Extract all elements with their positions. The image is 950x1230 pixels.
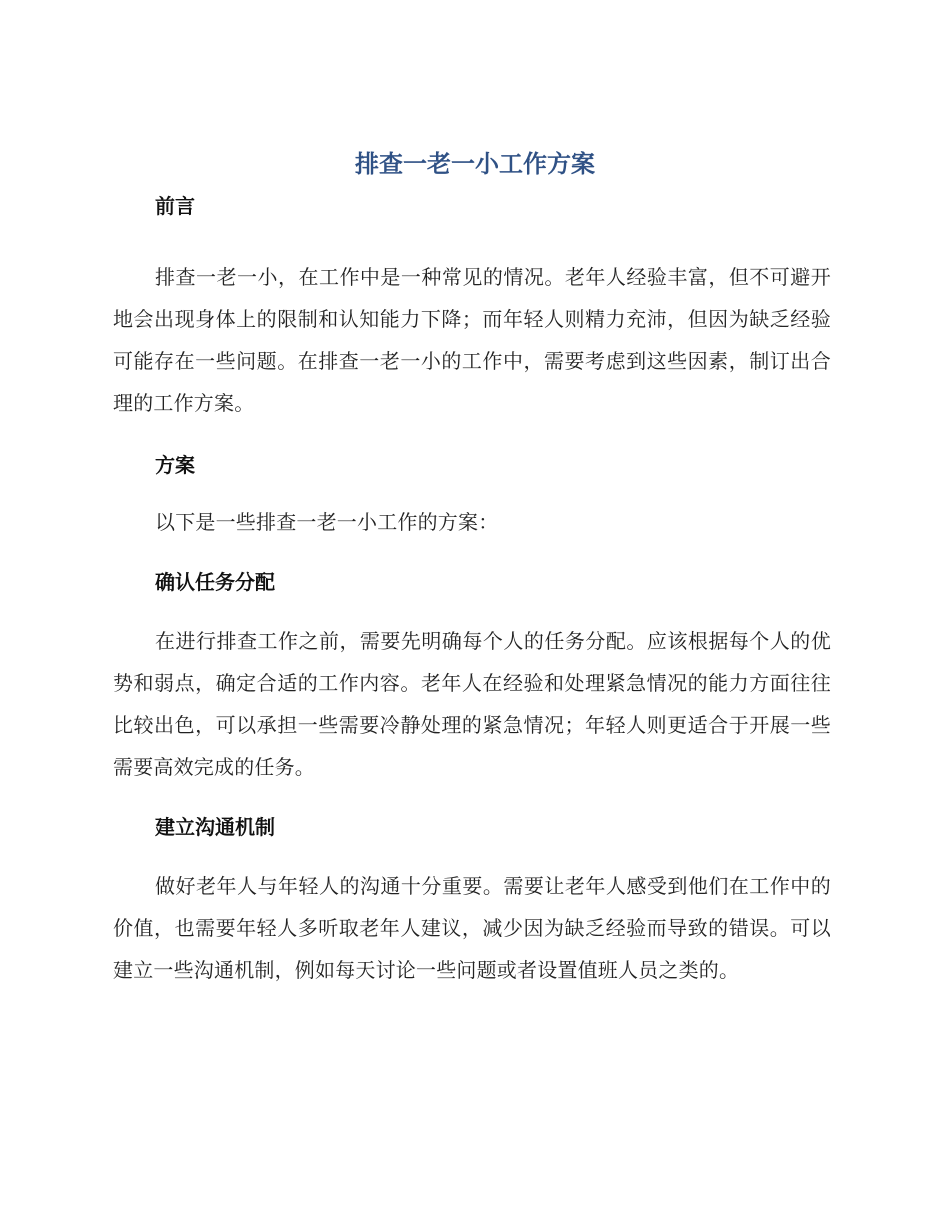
document-title: 排查一老一小工作方案 — [355, 150, 595, 178]
document-body — [113, 188, 831, 991]
paragraph-preface: 排查一老一小，在工作中是一种常见的情况。老年人经验丰富，但不可避开地会出现身体上的限制和认知能力下降；而年轻人则精力充沛，但因为缺乏经验可能存在一些问题。在排查一老一小的工作中，需要考虑到这些因素，制订出合理的工作方案。 — [113, 265, 831, 415]
section-heading-task-assignment: 确认任务分配 — [155, 570, 275, 594]
section-heading-preface: 前言 — [155, 194, 195, 218]
paragraph-communication: 做好老年人与年轻人的沟通十分重要。需要让老年人感受到他们在工作中的价值，也需要年轻人多听取老年人建议，减少因为缺乏经验而导致的错误。可以建立一些沟通机制，例如每天讨论一些问题或者设置值班人员之类的。 — [113, 874, 831, 982]
paragraph-plan-intro: 以下是一些排查一老一小工作的方案： — [155, 510, 499, 534]
paragraph-task-assignment: 在进行排查工作之前，需要先明确每个人的任务分配。应该根据每个人的优势和弱点，确定合适的工作内容。老年人在经验和处理紧急情况的能力方面往往比较出色，可以承担一些需要冷静处理的紧急情况；年轻人则更适合于开展一些需要高效完成的任务。 — [113, 629, 831, 779]
section-heading-communication: 建立沟通机制 — [155, 815, 275, 839]
section-heading-plan: 方案 — [155, 453, 195, 477]
